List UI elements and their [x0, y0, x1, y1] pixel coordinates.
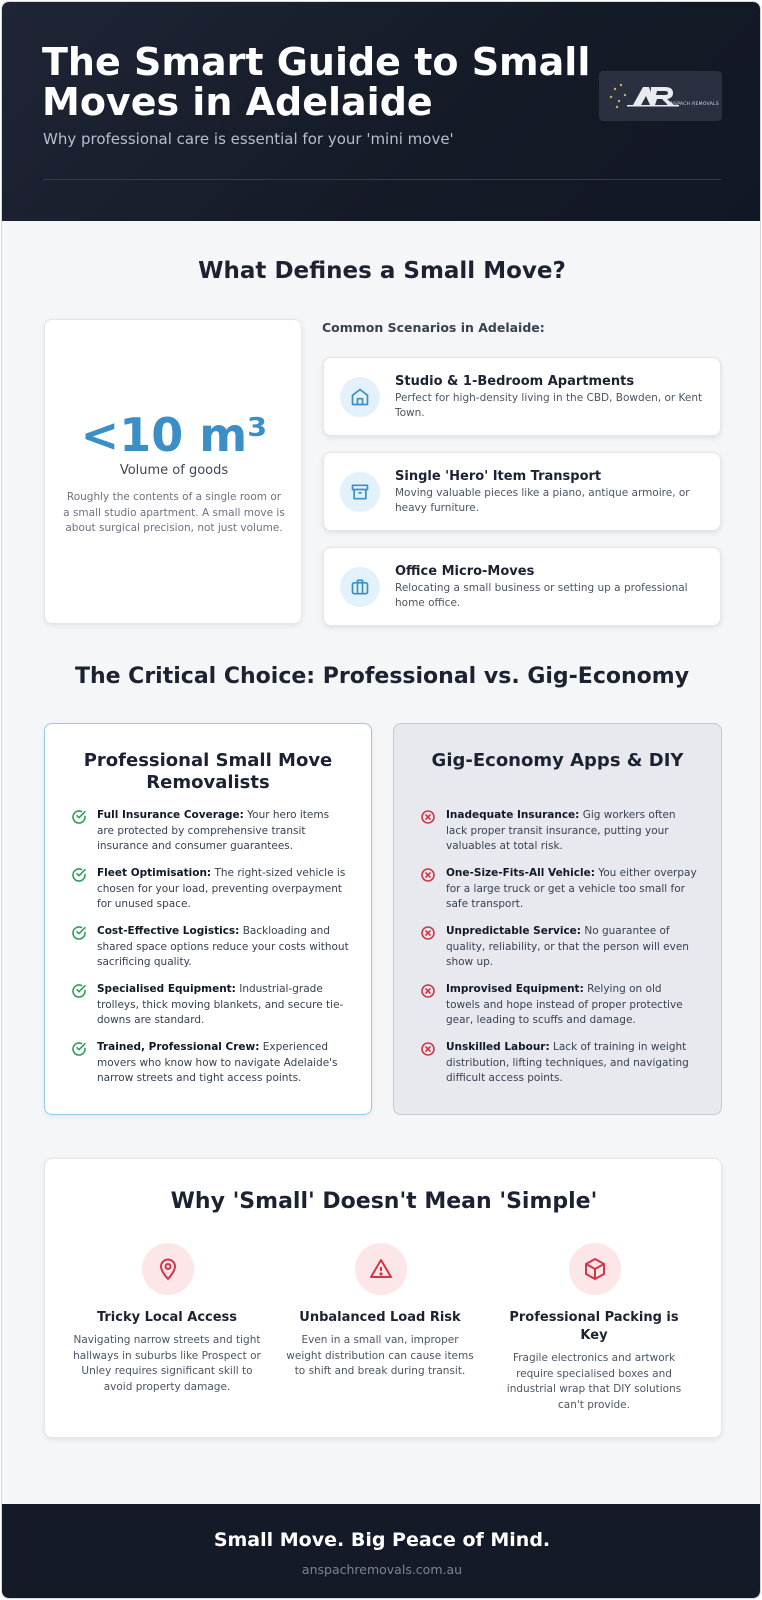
item-text: Your hero items are protected by comprehensive transit insurance and consumer guarantees.	[97, 809, 330, 852]
why-description: Navigating narrow streets and tight hallways in suburbs like Prospect or Unley requires significant skill to avoid property damage.	[73, 1334, 261, 1393]
volume-card	[44, 319, 302, 624]
pro-benefit-item	[71, 924, 351, 974]
section-title-choice: The Critical Choice: Professional vs. Gig-Economy	[74, 664, 690, 689]
scenario-card	[323, 547, 721, 626]
x-circle-icon	[420, 983, 436, 1003]
why-small-card	[44, 1158, 722, 1438]
pro-benefit-item	[71, 808, 351, 858]
scenario-title: Studio & 1-Bedroom Apartments	[395, 374, 635, 389]
scenario-description: Relocating a small business or setting up a professional home office.	[395, 582, 688, 609]
why-title: Tricky Local Access	[96, 1310, 238, 1325]
gig-risk-item	[420, 982, 700, 1032]
item-heading: Unskilled Labour:	[446, 1041, 550, 1053]
page-title: The Smart Guide to Small Moves in Adelaide	[42, 40, 591, 124]
logo-wordmark: ANSPACH REMOVALS	[667, 102, 720, 107]
check-circle-icon	[71, 925, 87, 945]
scenario-title: Office Micro-Moves	[395, 564, 535, 579]
why-title: Professional Packing is Key	[509, 1310, 679, 1343]
infographic-page	[1, 1, 761, 1599]
header-divider	[43, 179, 721, 180]
anspach-logo-icon	[599, 71, 722, 121]
check-circle-icon	[71, 1041, 87, 1061]
briefcase-icon	[350, 577, 370, 597]
item-text: Backloading and shared space options reduce your costs without sacrificing quality.	[97, 925, 349, 968]
x-circle-icon	[420, 867, 436, 887]
map-pin-icon	[156, 1257, 180, 1281]
item-heading: Specialised Equipment:	[97, 983, 236, 995]
check-circle-icon	[71, 983, 87, 1003]
item-heading: Fleet Optimisation:	[97, 867, 212, 879]
x-circle-icon	[420, 1041, 436, 1061]
gig-card-title: Gig-Economy Apps & DIY	[431, 750, 684, 771]
item-text: Relying on old towels and hope instead of proper protective gear, leading to scuffs and damage.	[446, 983, 683, 1026]
page-subtitle: Why professional care is essential for your 'mini move'	[43, 130, 454, 148]
professional-card-title: Professional Small Move Removalists	[83, 750, 333, 793]
item-text: Industrial-grade trolleys, thick moving blankets, and secure tie-downs are standard.	[97, 983, 344, 1026]
why-description: Even in a small van, improper weight distribution can cause items to shift and break during transit.	[286, 1334, 474, 1377]
scenario-title: Single 'Hero' Item Transport	[395, 469, 602, 484]
x-circle-icon	[420, 809, 436, 829]
item-heading: Cost-Effective Logistics:	[97, 925, 240, 937]
item-heading: Inadequate Insurance:	[446, 809, 580, 821]
item-heading: One-Size-Fits-All Vehicle:	[446, 867, 595, 879]
footer-website-link[interactable]: anspachremovals.com.au	[301, 1562, 463, 1577]
scenarios-heading: Common Scenarios in Adelaide:	[322, 320, 545, 335]
home-icon	[350, 387, 370, 407]
scenario-description: Moving valuable pieces like a piano, antique armoire, or heavy furniture.	[395, 487, 690, 514]
section-title-defines: What Defines a Small Move?	[198, 258, 566, 284]
pro-benefit-item	[71, 866, 351, 916]
scenario-description: Perfect for high-density living in the CBD, Bowden, or Kent Town.	[395, 392, 703, 419]
hero-header	[2, 2, 761, 221]
check-circle-icon	[71, 809, 87, 829]
item-heading: Full Insurance Coverage:	[97, 809, 244, 821]
gig-risk-item	[420, 924, 700, 974]
item-text: You either overpay for a large truck or get a vehicle too small for safe transport.	[446, 867, 697, 910]
warning-icon	[369, 1257, 393, 1281]
scenario-card	[323, 357, 721, 436]
item-text: Gig workers often lack proper transit insurance, putting your valuables at total risk.	[446, 809, 676, 852]
x-circle-icon	[420, 925, 436, 945]
item-heading: Unpredictable Service:	[446, 925, 582, 937]
volume-label: Volume of goods	[119, 463, 229, 478]
company-logo	[599, 71, 722, 121]
check-circle-icon	[71, 867, 87, 887]
item-heading: Improvised Equipment:	[446, 983, 584, 995]
section-title-why: Why 'Small' Doesn't Mean 'Simple'	[170, 1189, 598, 1214]
item-text: Experienced movers who know how to navigate Adelaide's narrow streets and tight access points.	[97, 1041, 338, 1084]
archive-box-icon	[350, 482, 370, 502]
volume-value: <10 m³	[80, 408, 268, 462]
gig-risk-item	[420, 808, 700, 858]
scenario-card	[323, 452, 721, 531]
footer	[2, 1504, 761, 1599]
footer-tagline: Small Move. Big Peace of Mind.	[213, 1529, 551, 1551]
why-title: Unbalanced Load Risk	[299, 1310, 461, 1325]
why-description: Fragile electronics and artwork require specialised boxes and industrial wrap that DIY solutions can't provide.	[506, 1352, 682, 1411]
item-text: The right-sized vehicle is chosen for your load, preventing overpayment for unused space.	[97, 867, 346, 910]
pro-benefit-item	[71, 1040, 351, 1090]
item-text: No guarantee of quality, reliability, or that the person will even show up.	[446, 925, 689, 968]
item-heading: Trained, Professional Crew:	[97, 1041, 260, 1053]
gig-economy-card	[393, 723, 722, 1115]
volume-description: Roughly the contents of a single room or a small studio apartment. A small move is about surgical precision, not just volume.	[63, 491, 285, 534]
package-icon	[583, 1257, 607, 1281]
pro-benefit-item	[71, 982, 351, 1032]
item-text: Lack of training in weight distribution, lifting techniques, and navigating difficult access points.	[446, 1041, 689, 1084]
gig-risk-item	[420, 1040, 700, 1090]
professional-card	[44, 723, 372, 1115]
gig-risk-item	[420, 866, 700, 916]
